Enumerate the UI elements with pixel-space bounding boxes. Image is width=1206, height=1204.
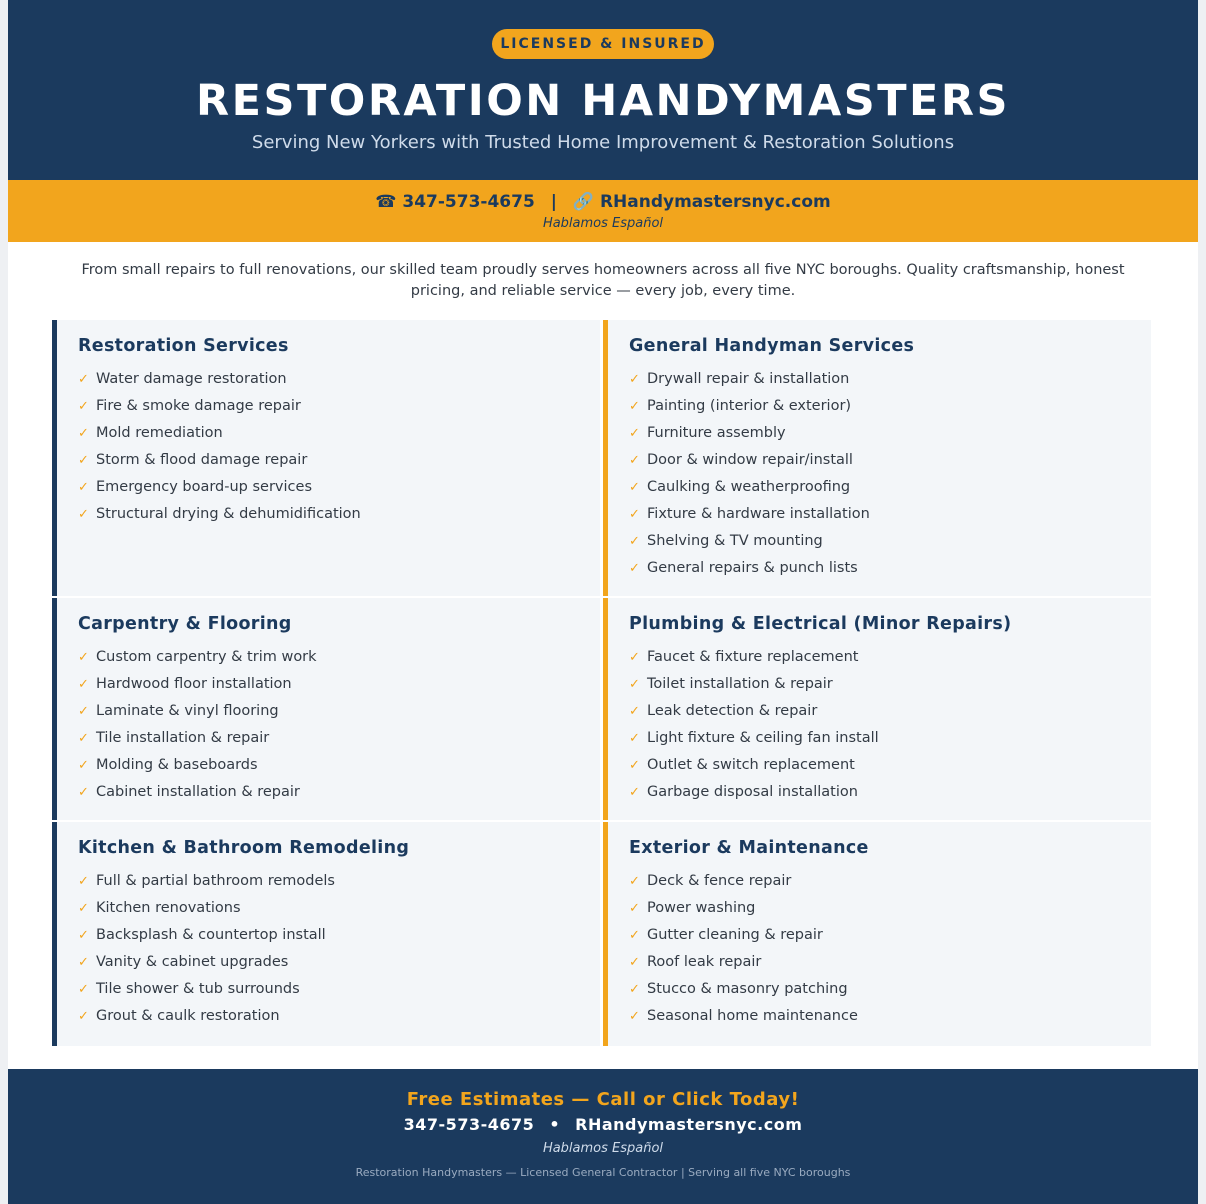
check-icon: ✓ <box>629 677 640 692</box>
service-item <box>629 501 870 528</box>
check-icon: ✓ <box>629 372 640 387</box>
contact-line <box>8 190 1198 214</box>
check-icon: ✓ <box>78 731 89 746</box>
flyer-page <box>8 0 1198 1204</box>
service-item <box>629 949 858 976</box>
service-item-label: Stucco & masonry patching <box>647 981 848 997</box>
check-icon: ✓ <box>78 372 89 387</box>
check-icon: ✓ <box>78 785 89 800</box>
service-item <box>629 698 879 725</box>
check-icon: ✓ <box>629 507 640 522</box>
service-item <box>78 447 361 474</box>
phone-icon: ☎ <box>375 192 397 212</box>
service-item <box>629 528 870 555</box>
service-item-label: Furniture assembly <box>647 425 786 441</box>
service-item <box>629 1003 858 1030</box>
check-icon: ✓ <box>629 534 640 549</box>
card-plumbing-electrical <box>603 598 1151 820</box>
section-title: Plumbing & Electrical (Minor Repairs) <box>629 614 1012 634</box>
service-item-label: Garbage disposal installation <box>647 784 858 800</box>
card-restoration-services <box>52 320 600 596</box>
service-list <box>78 644 317 806</box>
check-icon: ✓ <box>629 1009 640 1024</box>
service-item <box>78 393 361 420</box>
footer-website[interactable]: RHandymastersnyc.com <box>575 1115 803 1134</box>
service-item-label: Roof leak repair <box>647 954 762 970</box>
footer-phone[interactable]: 347-573-4675 <box>403 1115 535 1134</box>
service-item-label: Mold remediation <box>96 425 223 441</box>
service-item-label: Water damage restoration <box>96 371 287 387</box>
service-item-label: Light fixture & ceiling fan install <box>647 730 879 746</box>
service-item <box>78 644 317 671</box>
check-icon: ✓ <box>629 785 640 800</box>
card-general-handyman-services <box>603 320 1151 596</box>
check-icon: ✓ <box>629 453 640 468</box>
service-item-label: Tile installation & repair <box>96 730 270 746</box>
service-item-label: Full & partial bathroom remodels <box>96 873 335 889</box>
check-icon: ✓ <box>629 426 640 441</box>
footer-cta: Free Estimates — Call or Click Today! <box>406 1089 800 1110</box>
service-item-label: Tile shower & tub surrounds <box>96 981 300 997</box>
check-icon: ✓ <box>78 901 89 916</box>
service-item-label: Door & window repair/install <box>647 452 853 468</box>
intro-text: From small repairs to full renovations, our skilled team proudly serves homeowners across all five NYC boroughs. Quality craftsmanship, honest pricing, and reliable service — every job, every time. <box>81 262 1125 299</box>
service-item <box>78 474 361 501</box>
service-item-label: Backsplash & countertop install <box>96 927 326 943</box>
check-icon: ✓ <box>629 480 640 495</box>
service-item <box>78 779 317 806</box>
service-list <box>78 366 361 528</box>
service-item-label: Leak detection & repair <box>647 703 818 719</box>
company-title: RESTORATION HANDYMASTERS <box>195 76 1010 126</box>
service-item <box>629 752 879 779</box>
contact-separator: | <box>550 192 557 212</box>
check-icon: ✓ <box>78 982 89 997</box>
service-item-label: Hardwood floor installation <box>96 676 292 692</box>
service-item <box>78 501 361 528</box>
service-item <box>78 671 317 698</box>
service-item <box>78 366 361 393</box>
check-icon: ✓ <box>629 704 640 719</box>
check-icon: ✓ <box>629 731 640 746</box>
service-item-label: Emergency board-up services <box>96 479 312 495</box>
service-item-label: Cabinet installation & repair <box>96 784 300 800</box>
service-list <box>629 644 879 806</box>
card-kitchen-bathroom-remodeling <box>52 822 600 1046</box>
service-item <box>629 447 870 474</box>
check-icon: ✓ <box>78 453 89 468</box>
header <box>8 0 1198 180</box>
service-item <box>78 976 335 1003</box>
service-item <box>78 895 335 922</box>
section-title: General Handyman Services <box>629 336 915 356</box>
service-item <box>629 366 870 393</box>
service-item <box>629 922 858 949</box>
service-item-label: Fixture & hardware installation <box>647 506 870 522</box>
service-item <box>629 393 870 420</box>
service-item <box>629 474 870 501</box>
service-item <box>78 949 335 976</box>
website-link[interactable]: RHandymastersnyc.com <box>599 192 831 212</box>
footer-contact <box>8 1114 1198 1136</box>
service-item-label: Caulking & weatherproofing <box>647 479 851 495</box>
licensed-badge: LICENSED & INSURED <box>492 29 714 59</box>
check-icon: ✓ <box>78 650 89 665</box>
service-item-label: Drywall repair & installation <box>647 371 850 387</box>
tagline: Serving New Yorkers with Trusted Home Improvement & Restoration Solutions <box>251 132 955 153</box>
service-item <box>78 868 335 895</box>
service-item-label: Fire & smoke damage repair <box>96 398 301 414</box>
service-item <box>78 420 361 447</box>
service-item-label: Grout & caulk restoration <box>96 1008 280 1024</box>
contact-bar <box>8 180 1198 242</box>
link-icon: 🔗 <box>572 192 595 212</box>
phone-number[interactable]: 347-573-4675 <box>402 192 535 212</box>
check-icon: ✓ <box>78 704 89 719</box>
check-icon: ✓ <box>629 399 640 414</box>
card-exterior-maintenance <box>603 822 1151 1046</box>
check-icon: ✓ <box>78 758 89 773</box>
check-icon: ✓ <box>78 399 89 414</box>
service-item-label: Faucet & fixture replacement <box>647 649 859 665</box>
service-item <box>629 868 858 895</box>
service-item-label: Seasonal home maintenance <box>647 1008 858 1024</box>
service-item <box>629 671 879 698</box>
footer-dot: • <box>549 1115 561 1134</box>
check-icon: ✓ <box>629 928 640 943</box>
service-item-label: Toilet installation & repair <box>647 676 833 692</box>
service-item-label: Structural drying & dehumidification <box>96 506 361 522</box>
check-icon: ✓ <box>78 426 89 441</box>
service-item-label: Storm & flood damage repair <box>96 452 308 468</box>
service-item <box>629 725 879 752</box>
check-icon: ✓ <box>629 561 640 576</box>
check-icon: ✓ <box>78 507 89 522</box>
service-item-label: Deck & fence repair <box>647 873 792 889</box>
service-item-label: Outlet & switch replacement <box>647 757 855 773</box>
service-item <box>629 644 879 671</box>
language-note: Hablamos Español <box>542 216 664 231</box>
card-carpentry-flooring <box>52 598 600 820</box>
check-icon: ✓ <box>78 955 89 970</box>
check-icon: ✓ <box>629 758 640 773</box>
service-item-label: Painting (interior & exterior) <box>647 398 852 414</box>
service-item-label: Laminate & vinyl flooring <box>96 703 279 719</box>
service-item <box>78 752 317 779</box>
service-list <box>629 868 858 1030</box>
check-icon: ✓ <box>629 982 640 997</box>
check-icon: ✓ <box>78 928 89 943</box>
check-icon: ✓ <box>78 480 89 495</box>
service-item-label: Custom carpentry & trim work <box>96 649 317 665</box>
check-icon: ✓ <box>78 677 89 692</box>
service-list <box>78 868 335 1030</box>
section-title: Exterior & Maintenance <box>629 838 869 858</box>
footer-language-note: Hablamos Español <box>542 1141 664 1156</box>
service-item <box>629 420 870 447</box>
service-item-label: Gutter cleaning & repair <box>647 927 823 943</box>
check-icon: ✓ <box>629 874 640 889</box>
footer-legal: Restoration Handymasters — Licensed General Contractor | Serving all five NYC boroughs <box>355 1166 851 1179</box>
section-title: Restoration Services <box>78 336 289 356</box>
service-item-label: Molding & baseboards <box>96 757 258 773</box>
section-title: Kitchen & Bathroom Remodeling <box>78 838 410 858</box>
check-icon: ✓ <box>629 901 640 916</box>
service-item <box>78 725 317 752</box>
service-item-label: General repairs & punch lists <box>647 560 858 576</box>
service-item <box>629 555 870 582</box>
footer <box>8 1069 1198 1204</box>
service-list <box>629 366 870 582</box>
check-icon: ✓ <box>629 955 640 970</box>
check-icon: ✓ <box>78 1009 89 1024</box>
service-item <box>78 922 335 949</box>
service-item <box>629 779 879 806</box>
check-icon: ✓ <box>629 650 640 665</box>
service-item <box>78 1003 335 1030</box>
service-item <box>78 698 317 725</box>
service-item <box>629 976 858 1003</box>
section-title: Carpentry & Flooring <box>78 614 292 634</box>
service-item-label: Vanity & cabinet upgrades <box>96 954 289 970</box>
service-item <box>629 895 858 922</box>
service-item-label: Shelving & TV mounting <box>647 533 823 549</box>
check-icon: ✓ <box>78 874 89 889</box>
service-item-label: Kitchen renovations <box>96 900 241 916</box>
service-item-label: Power washing <box>647 900 756 916</box>
